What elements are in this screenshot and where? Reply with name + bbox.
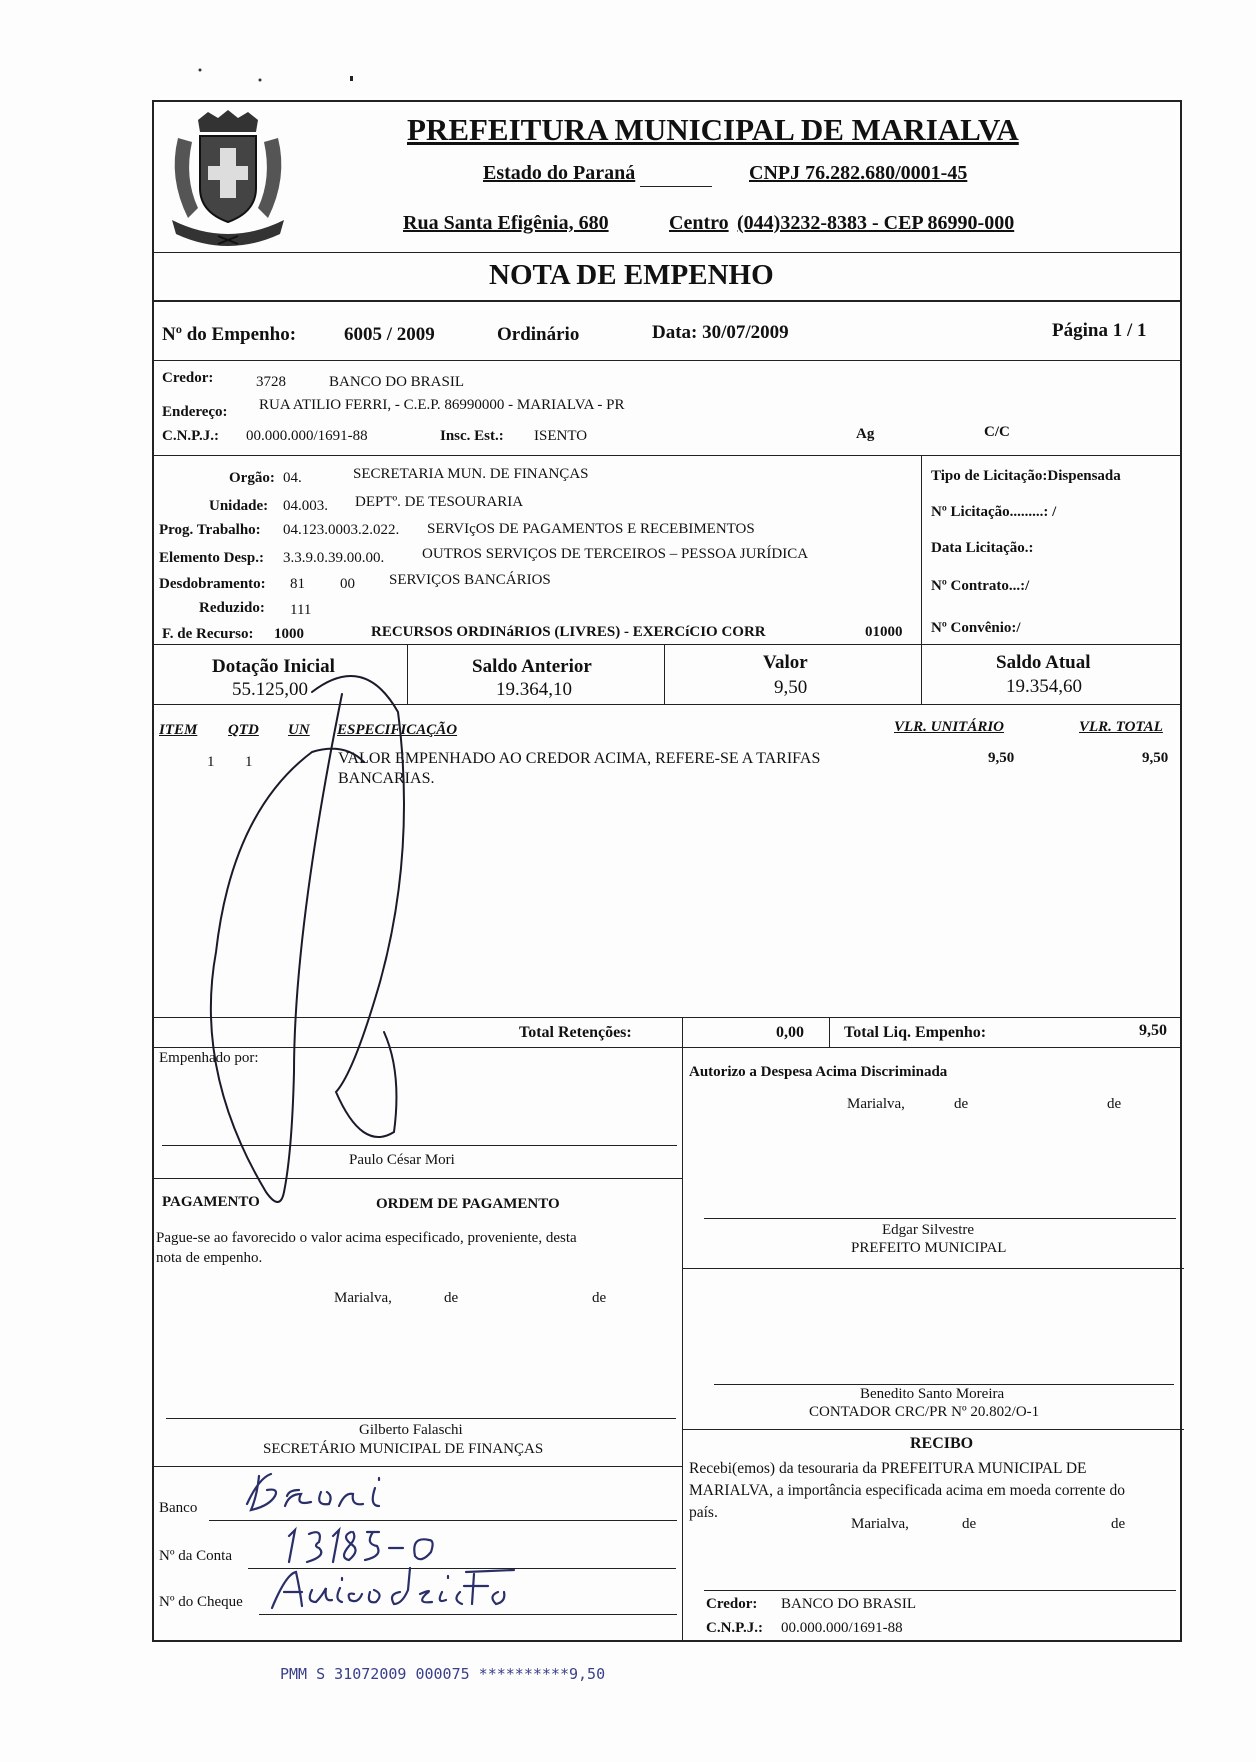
- row-desc-line1: VALOR EMPENHADO AO CREDOR ACIMA, REFERE-SE A TARIFAS: [338, 750, 821, 767]
- header-phone-cep: (044)3232-8383 - CEP 86990-000: [737, 212, 1015, 234]
- reduzido-label: Reduzido:: [199, 600, 265, 616]
- divider: [829, 1017, 830, 1047]
- divider: [154, 300, 1180, 302]
- unidade-code: 04.003.: [283, 498, 328, 514]
- credor-cnpj: 00.000.000/1691-88: [246, 428, 368, 444]
- fonte-recurso-code: 1000: [274, 626, 304, 642]
- recibo-text-line1: Recebi(emos) da tesouraria da PREFEITURA MUNICIPAL DE: [689, 1460, 1087, 1477]
- dotacao-inicial-value: 55.125,00: [232, 679, 308, 700]
- total-retencoes: 0,00: [776, 1024, 804, 1041]
- header-state: Estado do Paraná: [483, 162, 636, 184]
- signer-edgar-title: PREFEITO MUNICIPAL: [851, 1240, 1007, 1256]
- reduzido: 111: [290, 602, 312, 618]
- empenhado-por-label: Empenhado por:: [159, 1050, 259, 1066]
- divider: [921, 455, 922, 644]
- desdobramento-code2: 00: [340, 576, 355, 592]
- saldo-atual-value: 19.354,60: [1006, 676, 1082, 697]
- saldo-atual-label: Saldo Atual: [996, 652, 1091, 673]
- elemento-desp-code: 3.3.9.0.39.00.00.: [283, 550, 385, 566]
- agencia-label: Ag: [856, 426, 875, 442]
- valor-label: Valor: [763, 652, 808, 673]
- fonte-recurso-label: F. de Recurso:: [162, 626, 254, 642]
- orgao-name: SECRETARIA MUN. DE FINANÇAS: [353, 466, 589, 482]
- autorizo-de2: de: [1107, 1096, 1122, 1112]
- handwritten-banco: [229, 1466, 449, 1526]
- row-item: 1: [207, 754, 215, 770]
- signer-benedito: Benedito Santo Moreira: [860, 1386, 1005, 1402]
- prog-trabalho: SERVIçOS DE PAGAMENTOS E RECEBIMENTOS: [427, 521, 755, 537]
- header-address: Rua Santa Efigênia, 680: [403, 212, 609, 234]
- signature-line: [166, 1418, 676, 1419]
- credor-name: BANCO DO BRASIL: [329, 374, 465, 390]
- divider: [154, 455, 1180, 456]
- recibo-credor-label: Credor:: [706, 1596, 758, 1612]
- saldo-anterior-label: Saldo Anterior: [472, 656, 592, 677]
- col-item: ITEM: [159, 722, 198, 738]
- pagamento-de1: de: [444, 1290, 459, 1306]
- autorizo-de1: de: [954, 1096, 969, 1112]
- col-un: UN: [288, 722, 310, 738]
- divider: [682, 1268, 1184, 1269]
- pague-se-line2: nota de empenho.: [156, 1250, 263, 1266]
- page-number: Página 1 / 1: [1052, 320, 1147, 341]
- signer-benedito-title: CONTADOR CRC/PR Nº 20.802/O-1: [809, 1404, 1040, 1420]
- col-valor-unitario: VLR. UNITÁRIO: [894, 719, 1005, 735]
- divider: [154, 252, 1180, 253]
- recibo-de2: de: [1111, 1516, 1126, 1532]
- numero-licitacao: Nº Licitação.........: /: [931, 504, 1057, 520]
- row-desc-line2: BANCARIAS.: [338, 770, 435, 787]
- header-district: Centro: [669, 212, 729, 234]
- col-especificacao: ESPECIFICAÇÃO: [337, 722, 458, 738]
- fonte-recurso-code2: 01000: [865, 624, 903, 640]
- recibo-cnpj: 00.000.000/1691-88: [781, 1620, 903, 1636]
- divider: [682, 1017, 683, 1047]
- tipo-licitacao: Tipo de Licitação:Dispensada: [931, 468, 1121, 484]
- total-liquido: 9,50: [1139, 1022, 1167, 1039]
- conta-label: Nº da Conta: [159, 1548, 232, 1564]
- autorizo-label: Autorizo a Despesa Acima Discriminada: [689, 1064, 948, 1080]
- divider: [664, 644, 665, 704]
- signer-gilberto: Gilberto Falaschi: [359, 1422, 463, 1438]
- numero-contrato: Nº Contrato...:/: [931, 578, 1030, 594]
- fonte-recurso: RECURSOS ORDINáRIOS (LIVRES) - EXERCíCIO CORR: [371, 624, 766, 640]
- data-licitacao: Data Licitação.:: [931, 540, 1034, 556]
- divider: [154, 644, 1180, 645]
- recibo-credor: BANCO DO BRASIL: [781, 1596, 917, 1612]
- unidade-label: Unidade:: [209, 498, 269, 514]
- conta-corrente-label: C/C: [984, 424, 1010, 440]
- col-valor-total: VLR. TOTAL: [1079, 719, 1163, 735]
- footer-stamp: PMM S 31072009 000075 **********9,50: [280, 1665, 606, 1683]
- signer-edgar: Edgar Silvestre: [882, 1222, 975, 1238]
- prog-trabalho-label: Prog. Trabalho:: [159, 522, 261, 538]
- divider: [682, 1047, 683, 1642]
- pagamento-de2: de: [592, 1290, 607, 1306]
- unidade-name: DEPTº. DE TESOURARIA: [355, 494, 524, 510]
- row-valor-unitario: 9,50: [988, 750, 1015, 766]
- recibo-de1: de: [962, 1516, 977, 1532]
- col-qtd: QTD: [228, 722, 259, 738]
- desdobramento: SERVIÇOS BANCÁRIOS: [389, 572, 551, 588]
- empenho-date: Data: 30/07/2009: [652, 322, 789, 343]
- endereco: RUA ATILIO FERRI, - C.E.P. 86990000 - MARIALVA - PR: [259, 397, 625, 413]
- recibo-text-line3: país.: [689, 1504, 718, 1521]
- credor-cnpj-label: C.N.P.J.:: [162, 428, 219, 444]
- cheque-label: Nº do Cheque: [159, 1594, 243, 1610]
- recibo-text-line2: MARIALVA, a importância especificada acima em moeda corrente do: [689, 1482, 1125, 1499]
- signature-line: [714, 1384, 1174, 1385]
- recibo-marialva: Marialva,: [851, 1516, 909, 1532]
- divider: [921, 644, 922, 704]
- empenho-number-label: Nº do Empenho:: [162, 324, 297, 345]
- insc-est-label: Insc. Est.:: [440, 428, 504, 444]
- scan-specks: [170, 58, 370, 88]
- numero-convenio: Nº Convênio:/: [931, 620, 1021, 636]
- orgao-label: Orgão:: [229, 470, 275, 486]
- signature-line: [704, 1218, 1176, 1219]
- valor-value: 9,50: [774, 677, 808, 698]
- header-title: PREFEITURA MUNICIPAL DE MARIALVA: [407, 112, 1019, 147]
- coat-of-arms-emblem: [158, 108, 298, 248]
- row-qtd: 1: [245, 754, 253, 770]
- elemento-desp-label: Elemento Desp.:: [159, 550, 264, 566]
- credor-code: 3728: [256, 374, 286, 390]
- divider: [682, 1429, 1184, 1430]
- handwritten-cheque: [266, 1564, 526, 1616]
- endereco-label: Endereço:: [162, 404, 228, 420]
- nota-de-empenho-form: [152, 100, 1182, 1642]
- total-retencoes-label: Total Retenções:: [519, 1024, 632, 1041]
- insc-est: ISENTO: [534, 428, 588, 444]
- signer-gilberto-title: SECRETÁRIO MUNICIPAL DE FINANÇAS: [263, 1441, 544, 1457]
- orgao-code: 04.: [283, 470, 302, 486]
- credor-label: Credor:: [162, 370, 214, 386]
- doc-title: NOTA DE EMPENHO: [489, 259, 774, 291]
- recibo-title: RECIBO: [910, 1435, 974, 1452]
- pagamento-marialva: Marialva,: [334, 1290, 392, 1306]
- empenho-type: Ordinário: [497, 324, 580, 345]
- empenho-number: 6005 / 2009: [344, 324, 435, 345]
- desdobramento-label: Desdobramento:: [159, 576, 266, 592]
- saldo-anterior-value: 19.364,10: [496, 679, 572, 700]
- pagamento-label: PAGAMENTO: [162, 1194, 260, 1210]
- desdobramento-code1: 81: [290, 576, 305, 592]
- signer-paulo: Paulo César Mori: [349, 1152, 455, 1168]
- recibo-cnpj-label: C.N.P.J.:: [706, 1620, 763, 1636]
- autorizo-marialva: Marialva,: [847, 1096, 905, 1112]
- row-valor-total: 9,50: [1142, 750, 1169, 766]
- ordem-pagamento-label: ORDEM DE PAGAMENTO: [376, 1196, 560, 1212]
- dotacao-inicial-label: Dotação Inicial: [212, 656, 335, 677]
- header-state-underline-extension: [640, 186, 712, 187]
- header-cnpj: CNPJ 76.282.680/0001-45: [749, 162, 968, 184]
- divider: [154, 360, 1180, 361]
- total-liquido-label: Total Liq. Empenho:: [844, 1024, 987, 1041]
- elemento-desp: OUTROS SERVIÇOS DE TERCEIROS – PESSOA JURÍDICA: [422, 546, 809, 562]
- prog-trabalho-code: 04.123.0003.2.022.: [283, 522, 400, 538]
- banco-label: Banco: [159, 1500, 198, 1516]
- handwritten-signature-scribble: [194, 652, 454, 1252]
- signature-line: [704, 1590, 1176, 1591]
- pague-se-line1: Pague-se ao favorecido o valor acima especificado, proveniente, desta: [156, 1230, 577, 1246]
